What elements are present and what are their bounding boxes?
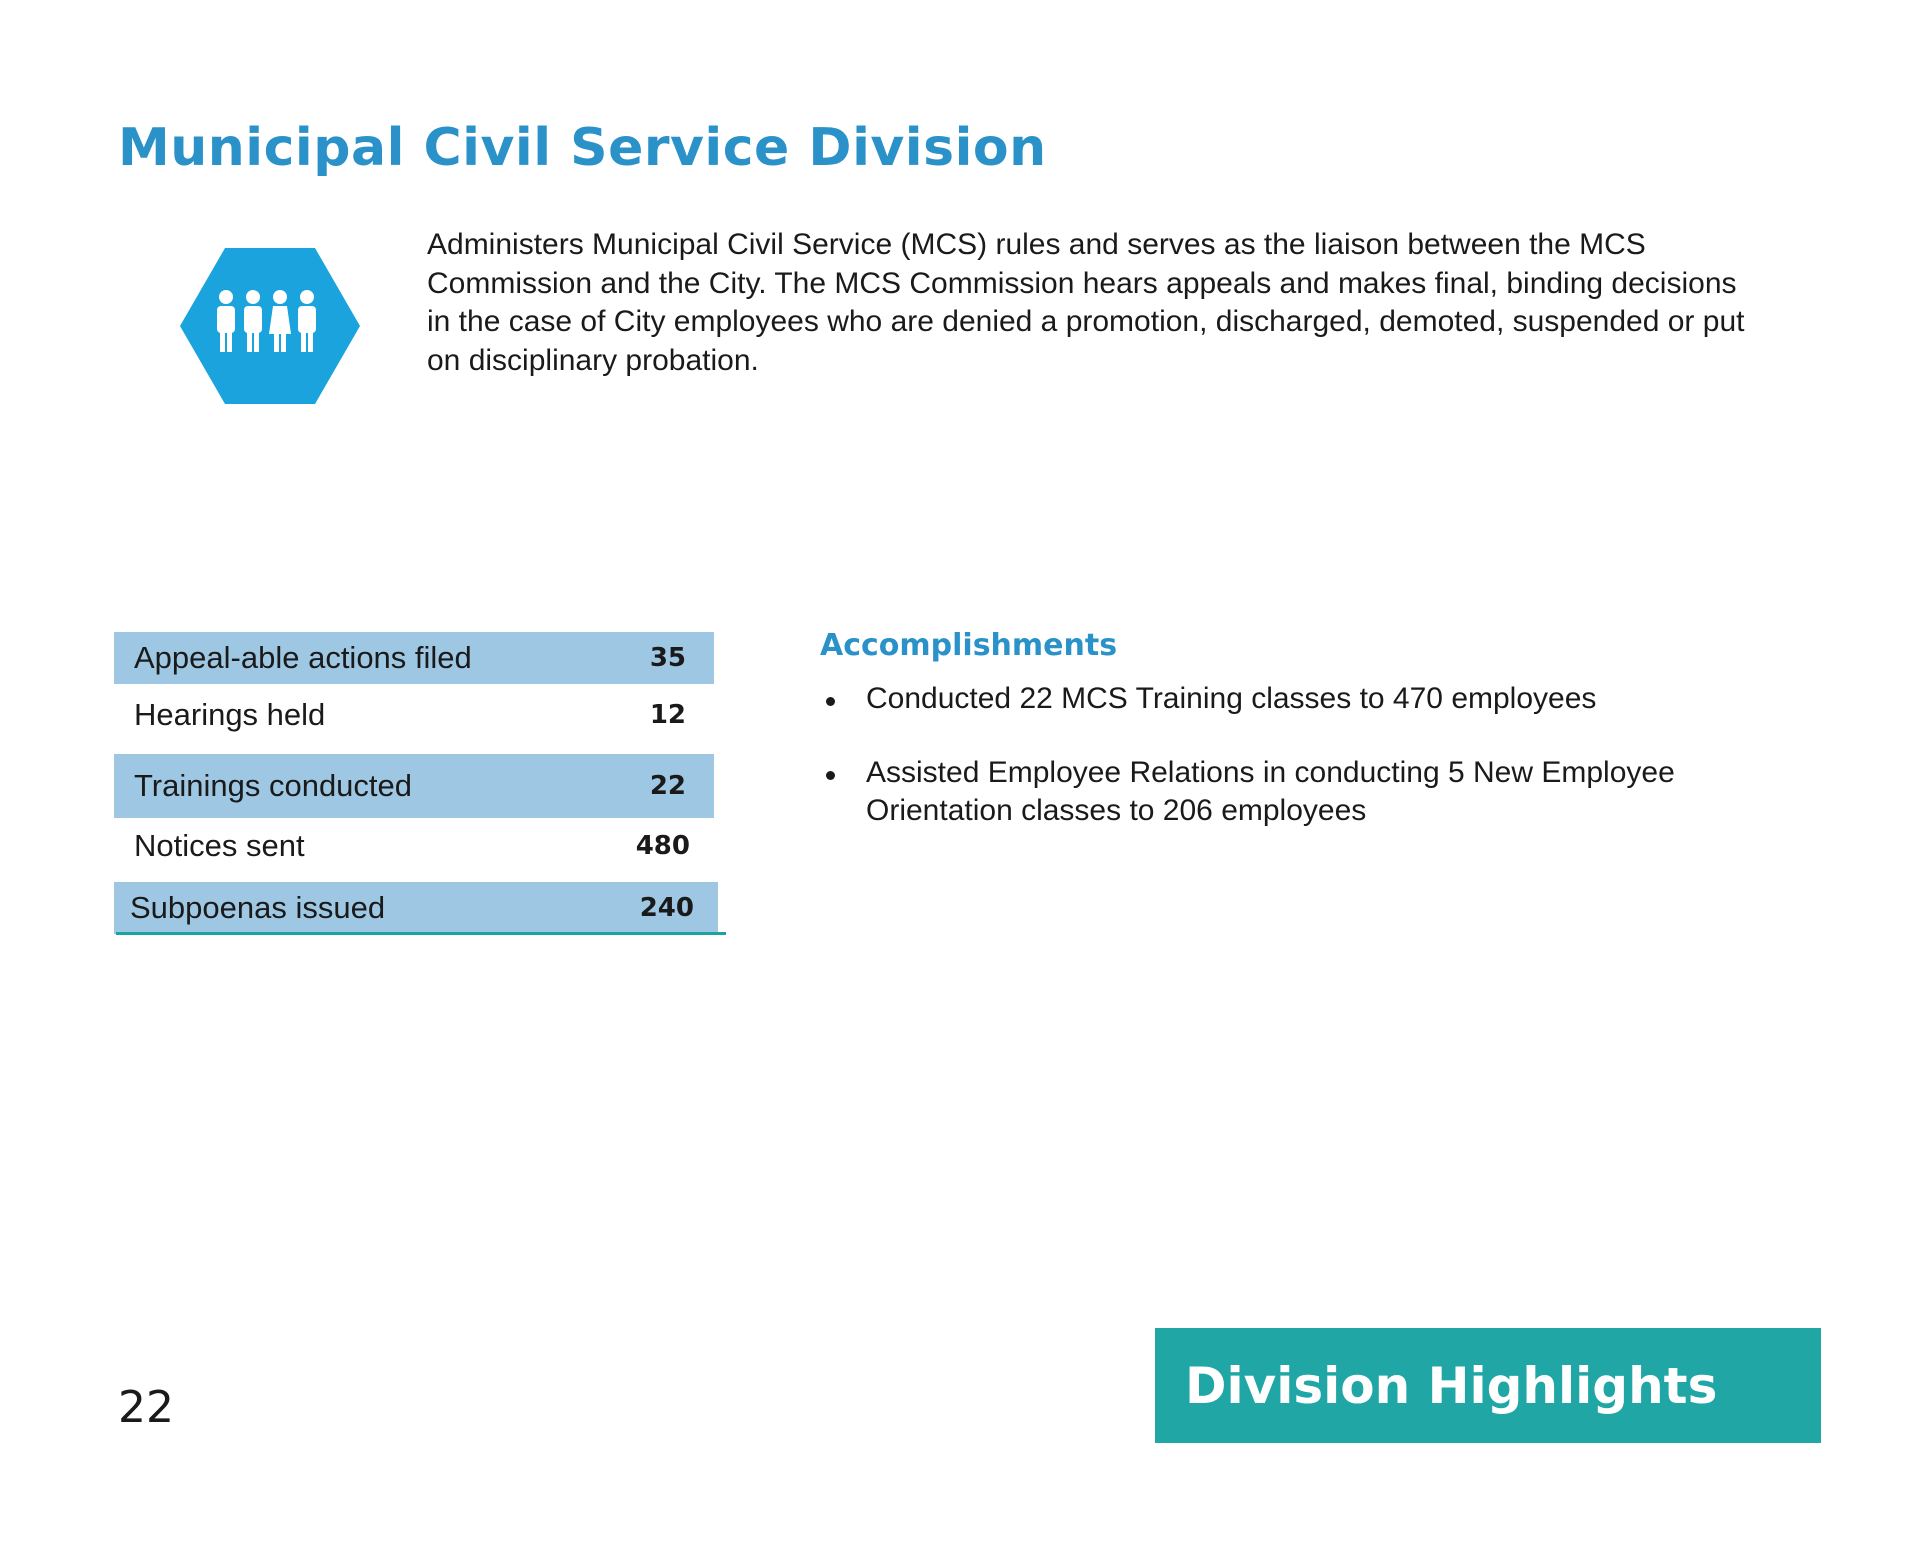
stat-row	[114, 818, 714, 874]
accomplishments-list	[820, 680, 1720, 830]
stat-label: Notices sent	[134, 828, 305, 863]
list-item: Conducted 22 MCS Training classes to 470 employees	[820, 680, 1720, 718]
stat-value: 480	[635, 831, 690, 861]
stat-row	[114, 688, 714, 742]
stat-value: 240	[639, 893, 694, 923]
stat-label: Trainings conducted	[134, 768, 413, 803]
accomplishments-heading: Accomplishments	[820, 628, 1118, 663]
stat-row	[114, 882, 718, 934]
stat-label: Hearings held	[134, 697, 326, 732]
list-item: Assisted Employee Relations in conducting 5 New Employee Orientation classes to 206 employees	[820, 754, 1720, 830]
stat-value: 22	[649, 771, 686, 801]
stats-underline	[116, 932, 726, 935]
stat-row	[114, 754, 714, 818]
page-title: Municipal Civil Service Division	[118, 118, 1047, 178]
stat-label: Appeal-able actions filed	[134, 640, 472, 675]
people-group-icon	[180, 248, 360, 404]
stat-value: 12	[649, 700, 686, 730]
stat-value: 35	[649, 643, 686, 673]
section-banner	[1155, 1328, 1821, 1443]
stat-label: Subpoenas issued	[130, 890, 386, 925]
stat-row	[114, 632, 714, 684]
banner-label: Division Highlights	[1185, 1356, 1718, 1415]
division-description: Administers Municipal Civil Service (MCS) rules and serves as the liaison between the MCS Commission and the City. The MCS Commission hears appeals and makes final, binding decisions in the case of City employees who are denied a promotion, discharged, demoted, suspended or put on disciplinary probation.	[427, 228, 1745, 377]
page-number: 22	[118, 1382, 174, 1433]
